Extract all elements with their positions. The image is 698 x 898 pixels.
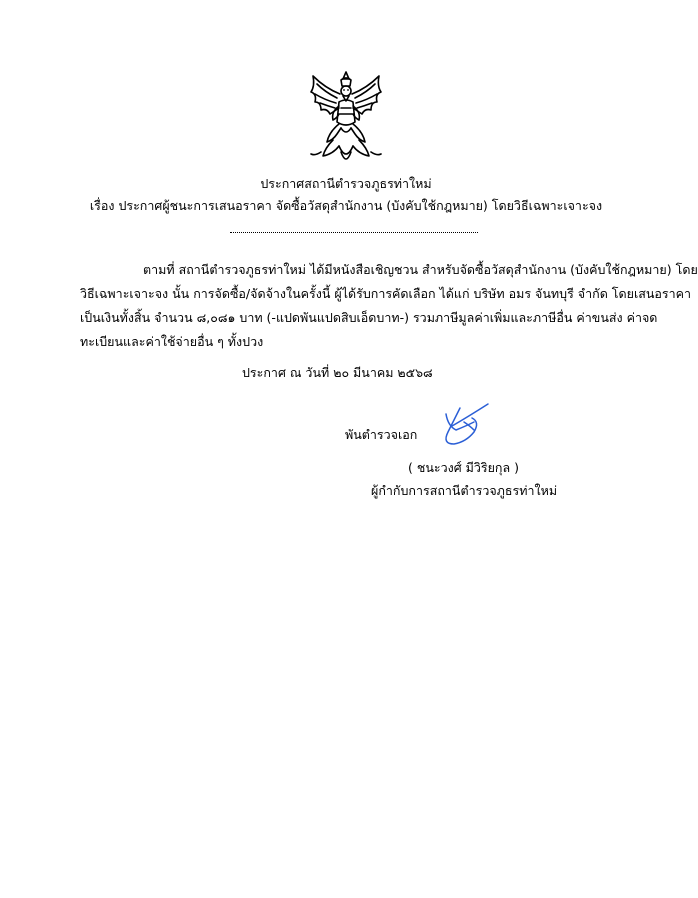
body-line-4: ทะเบียนและค่าใช้จ่ายอื่น ๆ ทั้งปวง	[80, 334, 264, 349]
signatory-name: ( ชนะวงศ์ มีวิริยกุล )	[408, 460, 519, 475]
garuda-emblem-icon	[303, 70, 389, 168]
handwritten-signature-icon	[430, 400, 496, 450]
agency-title: ประกาศสถานีตำรวจภูธรท่าใหม่	[260, 176, 432, 191]
body-line-1: ตามที่ สถานีตำรวจภูธรท่าใหม่ ได้มีหนังสือเชิญชวน สำหรับจัดซื้อวัสดุสำนักงาน (บังคับใช้กฎหมาย) โดย	[143, 262, 698, 277]
body-line-3: เป็นเงินทั้งสิ้น จำนวน ๘,๐๘๑ บาท (-แปดพันแปดสิบเอ็ดบาท-) รวมภาษีมูลค่าเพิ่มและภาษีอื่น ค่าขนส่ง ค่าจด	[80, 310, 658, 325]
announce-date: ประกาศ ณ วันที่ ๒๐ มีนาคม ๒๕๖๘	[242, 365, 433, 380]
subject-line: เรื่อง ประกาศผู้ชนะการเสนอราคา จัดซื้อวัสดุสำนักงาน (บังคับใช้กฎหมาย) โดยวิธีเฉพาะเจาะจง	[89, 198, 603, 213]
signatory-rank: พันตำรวจเอก	[345, 427, 418, 442]
dotted-divider	[230, 232, 478, 233]
signatory-position: ผู้กำกับการสถานีตำรวจภูธรท่าใหม่	[371, 483, 558, 498]
body-line-2: วิธีเฉพาะเจาะจง นั้น การจัดซื้อ/จัดจ้างในครั้งนี้ ผู้ได้รับการคัดเลือก ได้แก่ บริษัท อมร จันทบุรี จำกัด โดยเสนอราคา	[80, 286, 692, 301]
